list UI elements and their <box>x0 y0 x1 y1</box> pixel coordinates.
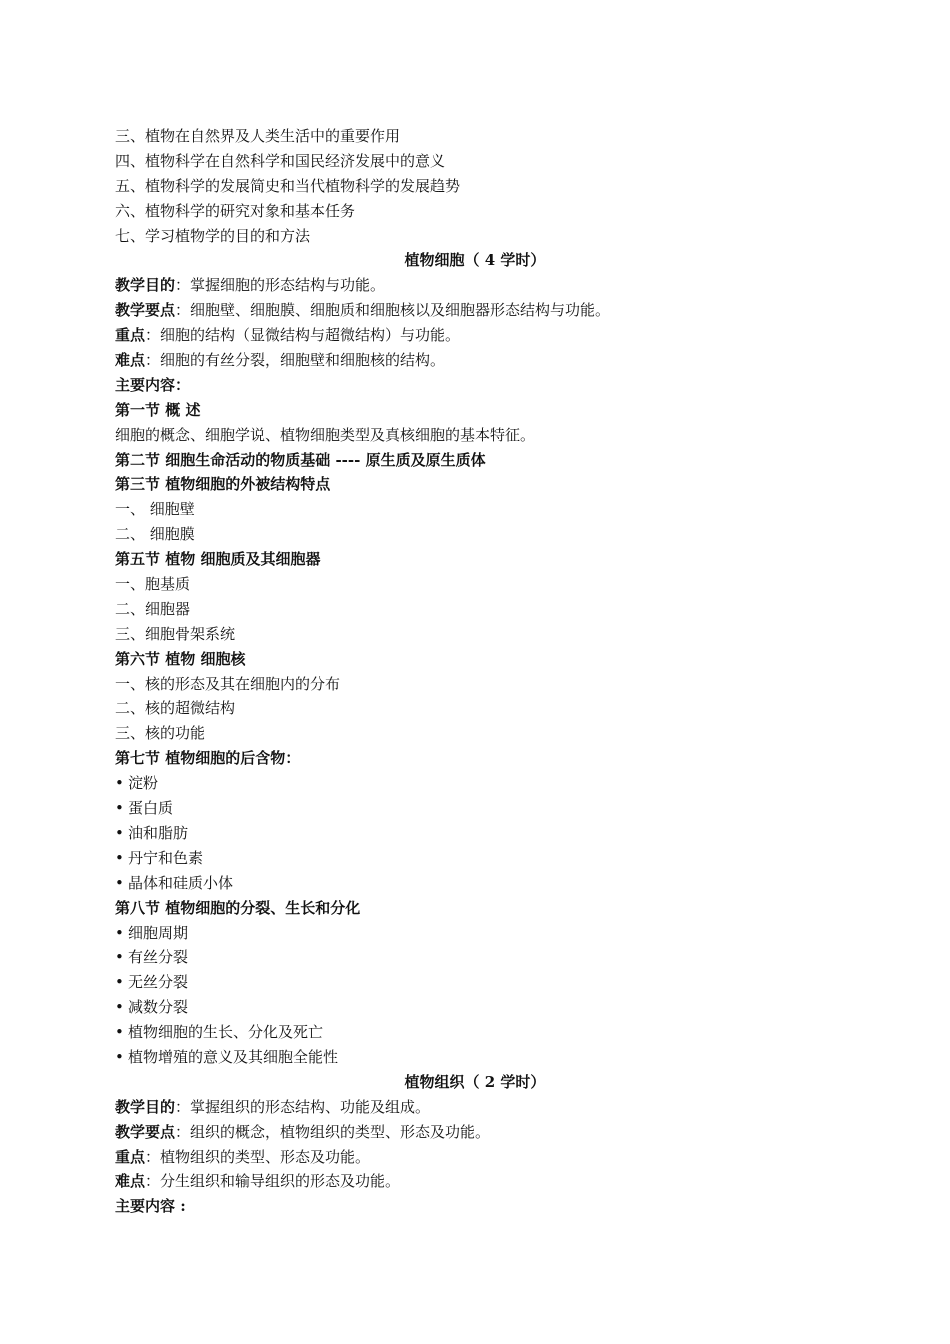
section-title: 第五节 植物 细胞质及其细胞器 <box>115 550 321 569</box>
section-title: 第七节 植物细胞的后含物： <box>115 749 301 768</box>
bullet-item: • 淀粉 <box>115 771 835 796</box>
teaching-keypoints-text: ：组织的概念，植物组织的类型、形态及功能。 <box>175 1122 491 1141</box>
main-content-label: 主要内容 : <box>115 1197 186 1216</box>
intro-item: 六、植物科学的研究对象和基本任务 <box>115 201 356 220</box>
teaching-goal-label: 教学目的 <box>115 1097 176 1116</box>
intro-item: 七、学习植物学的目的和方法 <box>115 226 311 245</box>
document-content <box>115 124 835 1219</box>
intro-item: 三、植物在自然界及人类生活中的重要作用 <box>115 127 401 145</box>
focus <box>115 323 835 348</box>
teaching-keypoints-text: ：细胞壁、细胞膜、细胞质和细胞核以及细胞器形态结构与功能。 <box>175 301 611 320</box>
difficulty-text: ：细胞的有丝分裂，细胞壁和细胞核的结构。 <box>145 351 446 370</box>
difficulty <box>115 1169 835 1194</box>
section-title: 第八节 植物细胞的分裂、生长和分化 <box>115 898 361 917</box>
bullet-item: • 晶体和硅质小体 <box>115 871 835 896</box>
teaching-goal-text: ：掌握组织的形态结构、功能及组成。 <box>175 1097 431 1116</box>
difficulty <box>115 348 835 373</box>
section-title: 第二节 细胞生命活动的物质基础 ---- 原生质及原生质体 <box>115 450 486 469</box>
bullet-item: • 植物细胞的生长、分化及死亡 <box>115 1020 835 1045</box>
intro-item: 五、植物科学的发展简史和当代植物科学的发展趋势 <box>115 176 461 195</box>
list-item: 三、核的功能 <box>115 724 206 743</box>
list-item: 一、 细胞壁 <box>115 500 195 519</box>
list-item: 一、胞基质 <box>115 575 191 594</box>
section-title: 第六节 植物 细胞核 <box>115 649 246 668</box>
teaching-keypoints <box>115 1120 835 1145</box>
focus-text: ：细胞的结构（显微结构与超微结构）与功能。 <box>145 326 461 345</box>
list-item: 二、核的超微结构 <box>115 699 236 718</box>
bullet-item: • 减数分裂 <box>115 995 835 1020</box>
section-text: 细胞的概念、细胞学说、植物细胞类型及真核细胞的基本特征。 <box>115 425 536 444</box>
teaching-keypoints-label: 教学要点 <box>115 301 176 320</box>
list-item: 二、 细胞膜 <box>115 525 195 544</box>
teaching-keypoints <box>115 298 835 323</box>
teaching-goal <box>115 273 835 298</box>
section-title: 第三节 植物细胞的外被结构特点 <box>115 475 331 494</box>
teaching-keypoints-label: 教学要点 <box>115 1122 176 1141</box>
focus <box>115 1145 835 1170</box>
chapter-title-tissue: 植物组织（ 2 学时） <box>404 1072 546 1091</box>
section-title: 第一节 概 述 <box>115 400 201 419</box>
teaching-goal <box>115 1095 835 1120</box>
intro-item: 四、植物科学在自然科学和国民经济发展中的意义 <box>115 151 446 170</box>
list-item: 二、细胞器 <box>115 599 191 618</box>
focus-label: 重点 <box>115 1147 146 1166</box>
teaching-goal-label: 教学目的 <box>115 276 176 295</box>
bullet-item: • 植物增殖的意义及其细胞全能性 <box>115 1045 835 1070</box>
difficulty-text: ：分生组织和输导组织的形态及功能。 <box>145 1172 401 1191</box>
bullet-item: • 油和脂肪 <box>115 821 835 846</box>
focus-text: ：植物组织的类型、形态及功能。 <box>145 1147 371 1166</box>
difficulty-label: 难点 <box>115 351 146 370</box>
teaching-goal-text: ：掌握细胞的形态结构与功能。 <box>175 276 386 295</box>
list-item: 三、细胞骨架系统 <box>115 624 236 643</box>
focus-label: 重点 <box>115 326 146 345</box>
bullet-item: • 无丝分裂 <box>115 970 835 995</box>
list-item: 一、核的形态及其在细胞内的分布 <box>115 674 341 693</box>
bullet-item: • 细胞周期 <box>115 921 835 946</box>
bullet-item: • 蛋白质 <box>115 796 835 821</box>
chapter-title-cell: 植物细胞（ 4 学时） <box>404 251 546 270</box>
main-content-label: 主要内容： <box>115 375 191 394</box>
bullet-item: • 有丝分裂 <box>115 945 835 970</box>
bullet-item: • 丹宁和色素 <box>115 846 835 871</box>
difficulty-label: 难点 <box>115 1172 146 1191</box>
